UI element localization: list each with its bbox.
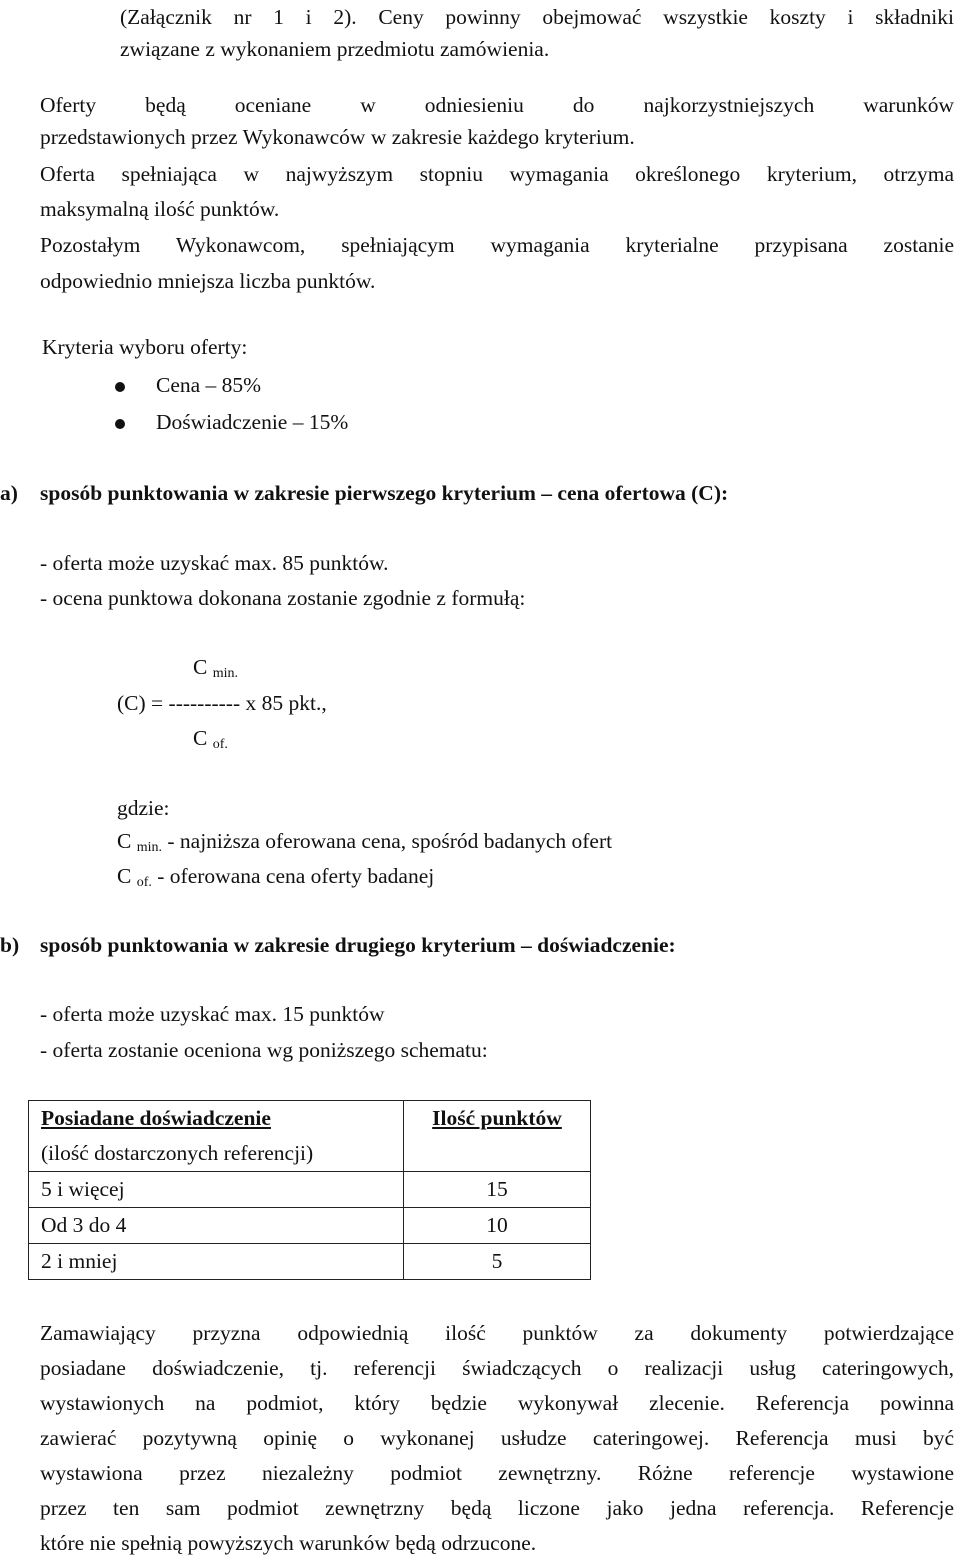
table-header-row	[29, 1101, 591, 1172]
intro-line-1: (Załącznik nr 1 i 2). Ceny powinny obejmować wszystkie koszty i składniki	[120, 5, 954, 29]
oferty-line-1: Oferty będą oceniane w odniesieniu do najkorzystniejszych warunków	[40, 93, 954, 117]
closing-line-5: wystawiona przez niezależny podmiot zewnętrzny. Różne referencje wystawione	[40, 1461, 954, 1485]
section-a-line-2: - ocena punktowa dokonana zostanie zgodnie z formułą:	[40, 586, 526, 610]
table-row	[29, 1244, 591, 1280]
closing-line-6: przez ten sam podmiot zewnętrzny będą liczone jako jedna referencja. Referencje	[40, 1496, 954, 1520]
table-cell-points: 10	[404, 1208, 591, 1244]
criteria-heading: Kryteria wyboru oferty:	[42, 335, 248, 359]
table-cell-label: 5 i więcej	[29, 1172, 404, 1208]
section-a-line-1: - oferta może uzyskać max. 85 punktów.	[40, 551, 389, 575]
bullet-icon	[115, 382, 125, 392]
definition-c-of: C $_{of.}$ - oferowana cena oferty badanej	[117, 864, 435, 890]
table-cell-label: Od 3 do 4	[29, 1208, 404, 1244]
table-header-experience	[29, 1101, 404, 1172]
criteria-item-experience: Doświadczenie – 15%	[156, 410, 349, 434]
gdzie-label: gdzie:	[117, 796, 170, 820]
bullet-icon	[115, 419, 125, 429]
table-header-experience-sub: (ilość dostarczonych referencji)	[41, 1141, 314, 1165]
section-b-marker: b)	[0, 933, 20, 957]
table-header-experience-title: Posiadane doświadczenie	[41, 1106, 271, 1130]
table-row	[29, 1172, 591, 1208]
oferty-line-6: odpowiednio mniejsza liczba punktów.	[40, 269, 376, 293]
oferty-line-4: maksymalną ilość punktów.	[40, 197, 280, 221]
oferty-line-2: przedstawionych przez Wykonawców w zakresie każdego kryterium.	[40, 125, 635, 149]
oferty-line-5: Pozostałym Wykonawcom, spełniającym wymagania kryterialne przypisana zostanie	[40, 233, 954, 257]
formula-main: (C) = ---------- x 85 pkt.,	[117, 691, 327, 715]
formula-numerator: C $_{min.}$	[193, 655, 238, 681]
table-cell-label: 2 i mniej	[29, 1244, 404, 1280]
experience-scoring-table	[28, 1100, 591, 1280]
table-header-points: Ilość punktów	[404, 1101, 591, 1172]
intro-line-2: związane z wykonaniem przedmiotu zamówienia.	[120, 37, 550, 61]
criteria-item-price: Cena – 85%	[156, 373, 262, 397]
section-b-title: sposób punktowania w zakresie drugiego kryterium – doświadczenie:	[40, 933, 676, 957]
table-cell-points: 5	[404, 1244, 591, 1280]
closing-line-3: wystawionych na podmiot, który będzie wykonywał zlecenie. Referencja powinna	[40, 1391, 954, 1415]
definition-c-min: C $_{min.}$ - najniższa oferowana cena, spośród badanych ofert	[117, 829, 613, 855]
closing-line-4: zawierać pozytywną opinię o wykonanej usłudze cateringowej. Referencja musi być	[40, 1426, 954, 1450]
oferty-line-3: Oferta spełniająca w najwyższym stopniu wymagania określonego kryterium, otrzyma	[40, 162, 954, 186]
table-row	[29, 1208, 591, 1244]
table-cell-points: 15	[404, 1172, 591, 1208]
closing-line-1: Zamawiający przyzna odpowiednią ilość punktów za dokumenty potwierdzające	[40, 1321, 954, 1345]
closing-line-2: posiadane doświadczenie, tj. referencji świadczących o realizacji usług cateringowych,	[40, 1356, 954, 1380]
section-a-title: sposób punktowania w zakresie pierwszego kryterium – cena ofertowa (C):	[40, 481, 729, 505]
section-b-line-1: - oferta może uzyskać max. 15 punktów	[40, 1002, 385, 1026]
section-b-line-2: - oferta zostanie oceniona wg poniższego schematu:	[40, 1038, 488, 1062]
formula-denominator: C $_{of.}$	[193, 726, 228, 752]
closing-line-7: które nie spełnią powyższych warunków będą odrzucone.	[40, 1531, 537, 1555]
section-a-marker: a)	[0, 481, 18, 505]
